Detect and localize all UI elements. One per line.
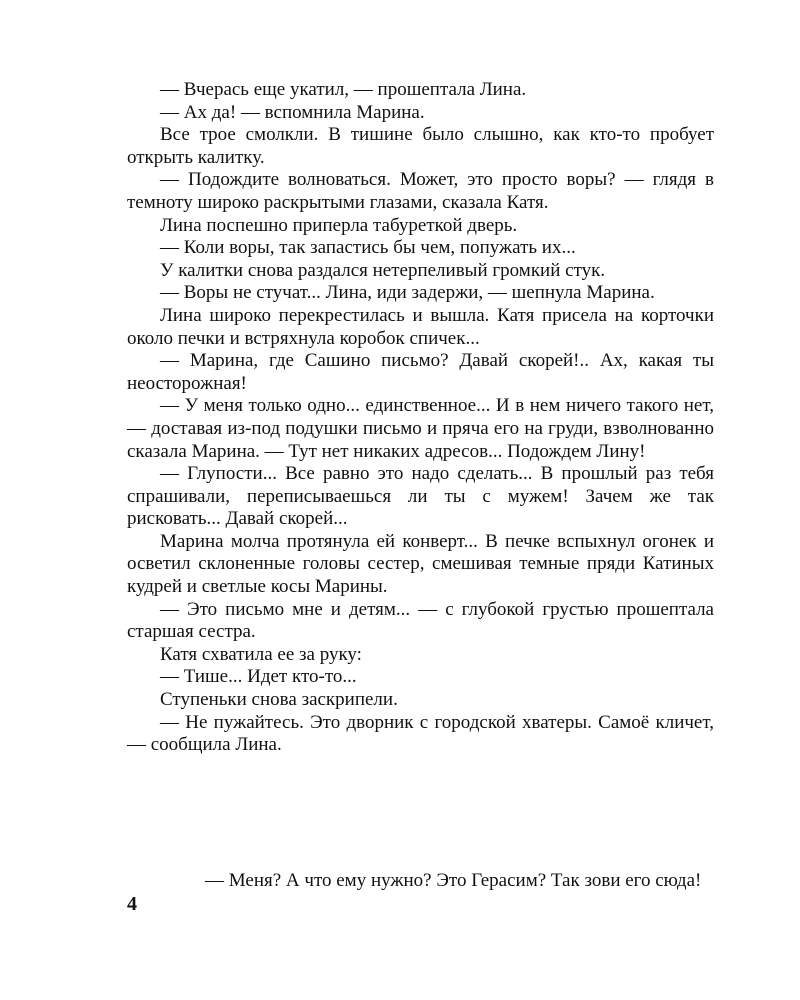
paragraph: Лина поспешно приперла табуреткой дверь. xyxy=(160,214,518,236)
paragraph: У калитки снова раздался нетерпеливый громкий стук. xyxy=(160,259,606,281)
paragraph: — Марина, где Сашино письмо? Давай скорей!.. Ах, какая ты неосторожная! xyxy=(127,350,714,394)
paragraph: Лина широко перекрестилась и вышла. Катя присела на корточки около печки и встряхнула коробок спичек... xyxy=(127,304,714,349)
paragraph: — Коли воры, так запастись бы чем, попужать их... xyxy=(160,237,576,259)
paragraph: — Не пужайтесь. Это дворник с городской хватеры. Самоё кличет, — сообщила Лина. xyxy=(127,711,714,756)
paragraph: — Ах да! — вспомнила Марина. xyxy=(160,101,425,123)
paragraph: — Вчерась еще укатил, — прошептала Лина. xyxy=(160,79,527,100)
page-number: 4 xyxy=(127,893,137,915)
paragraph: — Воры не стучат... Лина, иди задержи, — шепнула Марина. xyxy=(160,282,655,304)
paragraph: — У меня только одно... единственное... И в нем ничего такого нет, — доставая из-под подушки письмо и пряча его на груди, взволнованно сказала Марина. — Тут нет никаких адресов... Подождем Лину! xyxy=(127,395,714,462)
paragraph: — Глупости... Все равно это надо сделать... В прошлый раз тебя спрашивали, переписываешься ли ты с мужем! Зачем же так рисковать... Давай скорей... xyxy=(127,463,714,530)
paragraph: Ступеньки снова заскрипели. xyxy=(160,689,398,711)
paragraph: Катя схватила ее за руку: xyxy=(160,643,362,665)
body-text xyxy=(127,79,714,757)
paragraph: Марина молча протянула ей конверт... В печке вспыхнул огонек и осветил склоненные головы сестер, смешивая темные пряди Катиных кудрей и светлые косы Марины. xyxy=(127,530,714,598)
paragraph: — Тише... Идет кто-то... xyxy=(160,666,357,688)
paragraph: — Это письмо мне и детям... — с глубокой грустью прошептала старшая сестра. xyxy=(127,598,714,643)
paragraph: Все трое смолкли. В тишине было слышно, как кто-то пробует открыть калитку. xyxy=(127,124,714,168)
paragraph: — Подождите волноваться. Может, это просто воры? — глядя в темноту широко раскрытыми глазами, сказала Катя. xyxy=(127,169,714,213)
last-paragraph: — Меня? А что ему нужно? Это Герасим? Так зови его сюда! xyxy=(205,870,702,891)
